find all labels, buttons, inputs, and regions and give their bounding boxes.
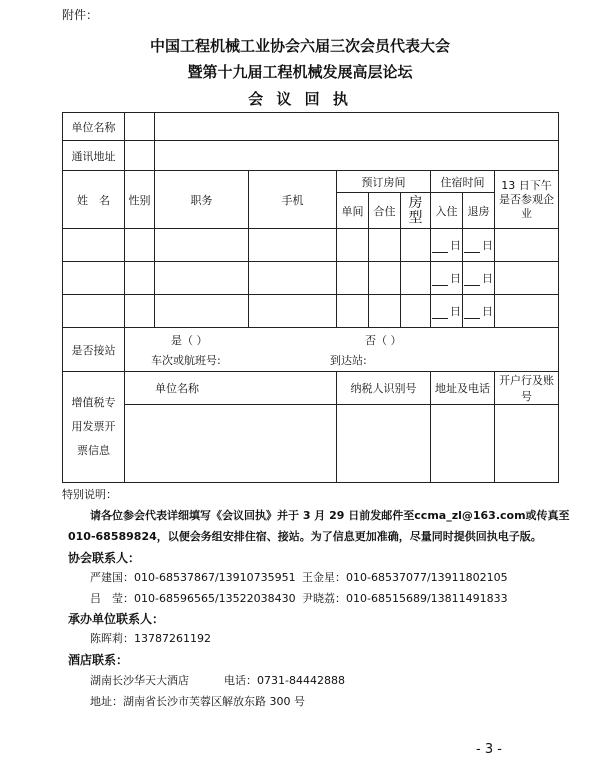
bank-cell[interactable] [495,405,559,483]
title-line-1: 中国工程机械工业协会六届三次会员代表大会 [149,37,450,55]
room-type-text: 房型 [408,194,423,226]
single-cell[interactable] [337,229,369,262]
stay-time-header: 住宿时间 [431,171,495,193]
visit-cell[interactable] [495,262,559,295]
form-title: 会 议 回 执 [248,90,352,108]
visit-cell[interactable] [495,229,559,262]
bank-header: 开户行及账号 [495,372,559,405]
position-cell[interactable] [155,229,249,262]
booking-header: 预订房间 [337,171,431,193]
address-gap [125,141,155,171]
checkin-cell[interactable] [431,295,463,328]
special-note-title: 特别说明： [62,488,117,501]
hotel-phone: 电话：0731-84442888 [224,674,345,687]
room-type-header [401,193,431,229]
position-header: 职务 [155,171,249,229]
shared-cell[interactable] [369,229,401,262]
attachment-label: 附件： [62,8,99,22]
single-room-header: 单间 [337,193,369,229]
flight-label: 车次或航班号: [151,354,221,367]
vat-unit-header: 单位名称 [125,372,337,405]
checkin-header: 入住 [431,193,463,229]
tax-id-cell[interactable] [337,405,431,483]
host-contact-1: 陈晖莉：13787261192 [90,632,211,645]
gender-cell[interactable] [125,295,155,328]
arrival-label: 到达站: [330,354,367,367]
mobile-cell[interactable] [249,229,337,262]
address-field[interactable] [155,141,559,171]
contact-2: 王金星：010-68537077/13911802105 [302,571,508,584]
name-cell[interactable] [63,295,125,328]
note-line-2: 010-68589824，以便会务组安排住宿、接站。为了信息更加准确，尽量同时提供回执电子版。 [68,530,542,543]
pickup-yes-option[interactable]: 是（ ） [171,334,208,347]
room-type-cell[interactable] [401,262,431,295]
address-label: 通讯地址 [63,141,125,171]
room-type-cell[interactable] [401,295,431,328]
addr-phone-cell[interactable] [431,405,495,483]
visit-header: 13 日下午是否参观企业 [495,171,559,229]
unit-name-field[interactable] [155,113,559,141]
mobile-cell[interactable] [249,262,337,295]
checkout-cell[interactable] [463,262,495,295]
gender-cell[interactable] [125,229,155,262]
vat-label: 增值税专用发票开票信息 [63,372,125,483]
visit-cell[interactable] [495,295,559,328]
day-label: 日 [450,272,461,285]
hotel-name: 湖南长沙华天大酒店 [90,674,189,687]
name-header: 姓 名 [63,171,125,229]
tax-id-header: 纳税人识别号 [337,372,431,405]
checkout-cell[interactable] [463,229,495,262]
hotel-address: 地址：湖南省长沙市芙蓉区解放东路 300 号 [90,695,305,708]
checkout-cell[interactable] [463,295,495,328]
position-cell[interactable] [155,295,249,328]
pickup-field [125,328,559,372]
contact-4: 尹晓荔：010-68515689/13811491833 [302,592,508,605]
vat-unit-cell[interactable] [125,405,337,483]
mobile-cell[interactable] [249,295,337,328]
pickup-label: 是否接站 [63,328,125,372]
checkout-header: 退房 [463,193,495,229]
day-label: 日 [450,305,461,318]
name-cell[interactable] [63,262,125,295]
gender-cell[interactable] [125,262,155,295]
addr-phone-header: 地址及电话 [431,372,495,405]
title-line-2: 暨第十九届工程机械发展高层论坛 [187,63,413,81]
note-line-1: 请各位参会代表详细填写《会议回执》并于 3 月 29 日前发邮件至ccma_zl@163.com或传真至 [90,509,570,522]
hotel-contacts-title: 酒店联系： [68,653,129,667]
mobile-header: 手机 [249,171,337,229]
contact-3: 吕 莹：010-68596565/13522038430 [90,592,296,605]
pickup-no-option[interactable]: 否（ ） [365,334,402,347]
room-type-cell[interactable] [401,229,431,262]
position-cell[interactable] [155,262,249,295]
day-label: 日 [482,239,493,252]
shared-cell[interactable] [369,262,401,295]
host-contacts-title: 承办单位联系人： [68,612,165,626]
day-label: 日 [482,272,493,285]
association-contacts-title: 协会联系人： [68,551,141,565]
page-number: - 3 - [476,742,502,757]
single-cell[interactable] [337,295,369,328]
unit-name-gap [125,113,155,141]
checkin-cell[interactable] [431,262,463,295]
shared-room-header: 合住 [369,193,401,229]
unit-name-label: 单位名称 [63,113,125,141]
contact-1: 严建国：010-68537867/13910735951 [90,571,296,584]
day-label: 日 [482,305,493,318]
name-cell[interactable] [63,229,125,262]
registration-form [62,112,559,483]
checkin-cell[interactable] [431,229,463,262]
single-cell[interactable] [337,262,369,295]
day-label: 日 [450,239,461,252]
gender-header: 性别 [125,171,155,229]
shared-cell[interactable] [369,295,401,328]
